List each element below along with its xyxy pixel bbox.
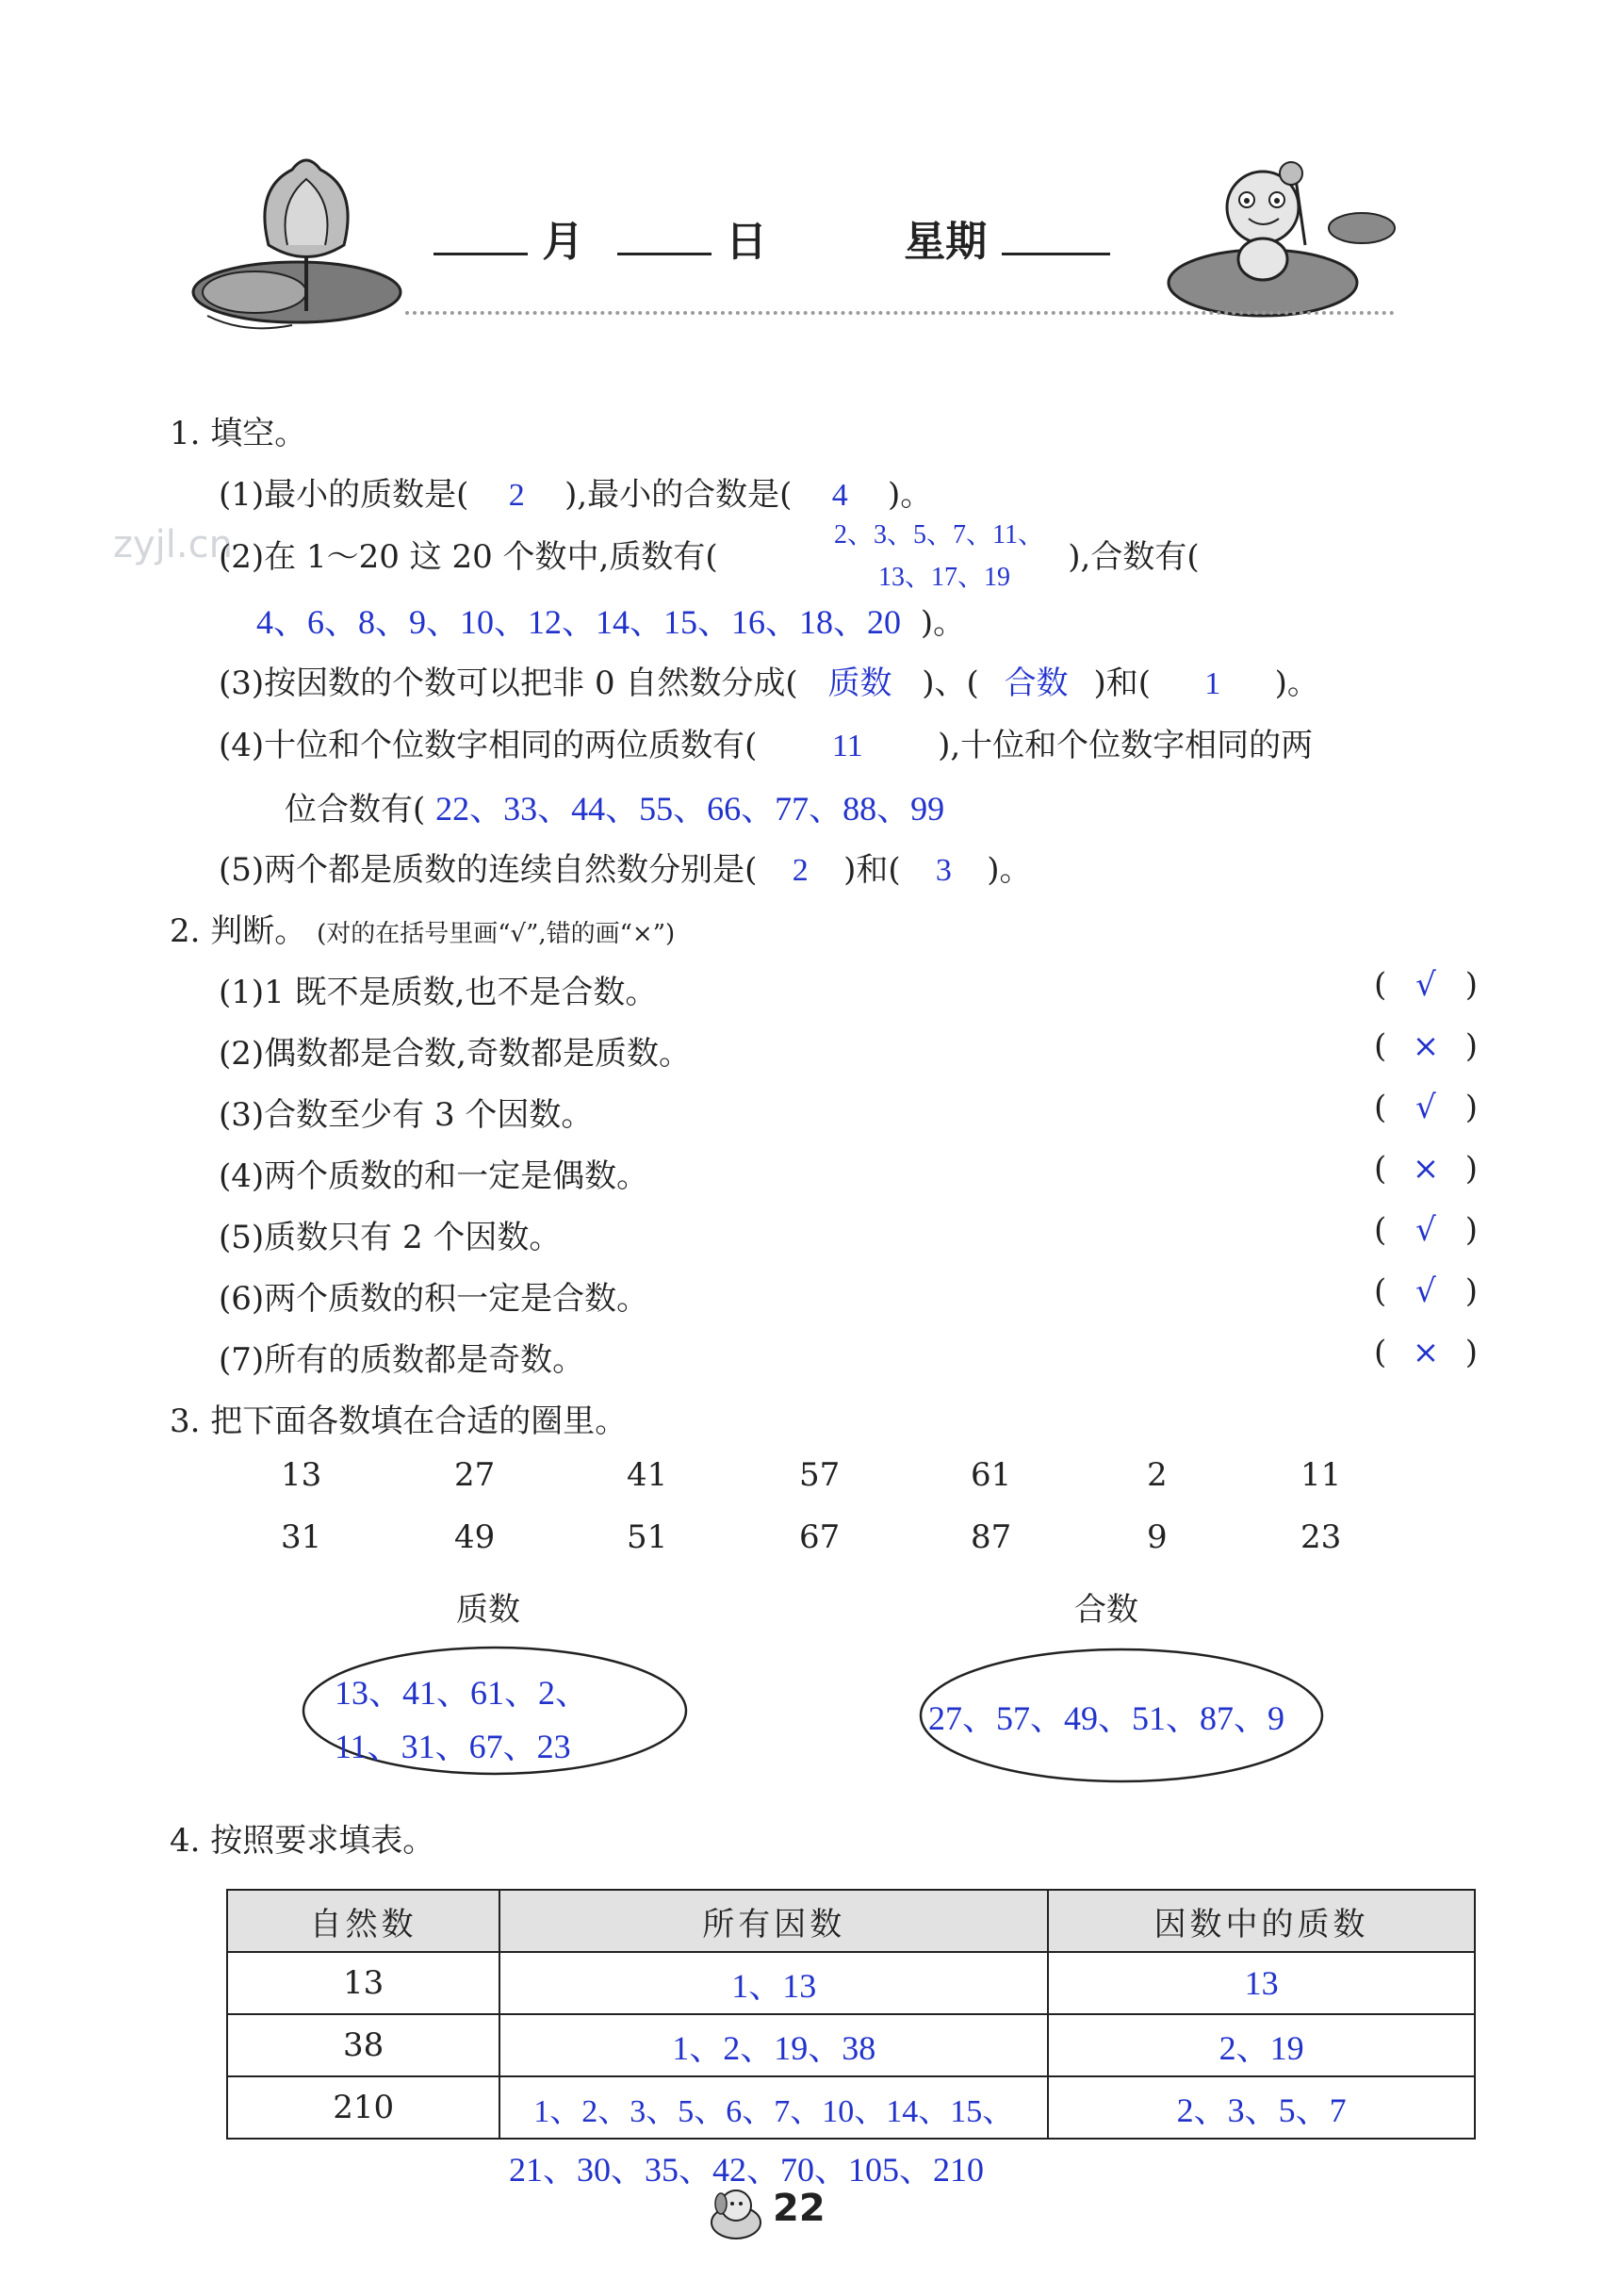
month-label: 月 (542, 218, 584, 266)
prime-circle-label: 质数 (456, 1591, 520, 1629)
cell-number: 210 (227, 2076, 499, 2139)
q1-l2-composites[interactable]: 4、6、8、9、10、12、14、15、16、18、20 (256, 603, 901, 641)
cell-primes[interactable]: 2、3、5、7 (1048, 2076, 1475, 2139)
q1-title: 1. 填空。 (170, 415, 307, 452)
q1-l5-answer2[interactable]: 3 (935, 853, 952, 888)
cell-number: 13 (227, 1952, 499, 2014)
paren-open: ( (1374, 966, 1387, 1004)
q1-l1-answer1[interactable]: 2 (508, 478, 525, 513)
cell-primes[interactable]: 13 (1048, 1952, 1475, 2014)
q1-l4-text-a: (4)十位和个位数字相同的两位质数有( (219, 727, 758, 764)
number-cell: 27 (454, 1456, 496, 1494)
weekday-blank[interactable] (1002, 253, 1110, 255)
number-cell: 87 (971, 1518, 1012, 1556)
cell-factors[interactable]: 1、2、19、38 (499, 2014, 1048, 2076)
q1-l3-text-b: )、( (922, 664, 979, 702)
paren-open: ( (1374, 1089, 1387, 1126)
weekday-label: 星期 (904, 218, 988, 266)
month-blank[interactable] (433, 253, 528, 255)
q1-line2 (219, 531, 1200, 577)
q1-l4b-text-a: 位合数有( (285, 791, 426, 828)
q1-l3-text-a: (3)按因数的个数可以把非 0 自然数分成( (219, 664, 798, 702)
composite-circle-label: 合数 (1074, 1591, 1138, 1629)
q1-line3 (219, 657, 1319, 703)
q2-item-text: (7)所有的质数都是奇数。 (219, 1341, 585, 1379)
q1-l5-answer1[interactable]: 2 (792, 853, 809, 888)
prime-answer-line1: 13、41、61、2、 (335, 1674, 590, 1712)
q2-item-mark: × (1412, 1150, 1440, 1188)
table-row (227, 1952, 1475, 2014)
q2-item-text: (1)1 既不是质数,也不是合数。 (219, 974, 658, 1011)
q4-title: 4. 按照要求填表。 (170, 1822, 435, 1860)
q1-l2b-close: )。 (920, 604, 966, 642)
paren-open: ( (1374, 1272, 1387, 1310)
q1-l3-text-d: )。 (1274, 664, 1319, 702)
paren-close: ) (1464, 1211, 1478, 1249)
header-prime-factors: 因数中的质数 (1048, 1890, 1475, 1952)
paren-close: ) (1464, 1334, 1478, 1371)
q1-l4b-answer[interactable]: 22、33、44、55、66、77、88、99 (435, 790, 945, 828)
q1-line5 (219, 844, 1031, 890)
paren-close: ) (1464, 1272, 1478, 1310)
page-number: 22 (773, 2187, 826, 2230)
q1-l2-primes-line1[interactable]: 2、3、5、7、11、 (834, 520, 1044, 549)
paren-open: ( (1374, 1334, 1387, 1371)
watermark: zyjl.cn (113, 523, 233, 566)
header-dotted-line (405, 311, 1395, 315)
q2-item-text: (6)两个质数的积一定是合数。 (219, 1280, 649, 1318)
q1-line2b (256, 596, 965, 644)
number-cell: 49 (454, 1518, 496, 1556)
puppy-icon (705, 2185, 767, 2241)
q1-line4 (219, 719, 1313, 765)
q1-l3-answer3[interactable]: 1 (1204, 666, 1221, 701)
composite-answer: 27、57、49、51、87、9 (928, 1699, 1285, 1737)
number-cell: 11 (1300, 1456, 1342, 1494)
q2-item-mark: × (1412, 1027, 1440, 1065)
day-label: 日 (725, 218, 767, 266)
paren-open: ( (1374, 1027, 1387, 1065)
number-cell: 9 (1147, 1518, 1168, 1556)
q2-item-text: (3)合数至少有 3 个因数。 (219, 1096, 594, 1134)
number-cell: 41 (627, 1456, 668, 1494)
cell-primes[interactable]: 2、19 (1048, 2014, 1475, 2076)
header-all-factors: 所有因数 (499, 1890, 1048, 1952)
number-cell: 61 (971, 1456, 1012, 1494)
header-natural-number: 自然数 (227, 1890, 499, 1952)
number-cell: 57 (799, 1456, 841, 1494)
prime-answer-line2: 11、31、67、23 (335, 1728, 571, 1765)
q1-l1-text-a: (1)最小的质数是( (219, 476, 469, 514)
q1-l2-primes-line2[interactable]: 13、17、19 (878, 563, 1011, 592)
paren-close: ) (1464, 966, 1478, 1004)
cell-factors[interactable]: 1、13 (499, 1952, 1048, 2014)
q2-item-mark: × (1412, 1334, 1440, 1371)
table-row (227, 2076, 1475, 2139)
q1-l1-text-b: ),最小的合数是( (564, 476, 793, 514)
date-header (433, 207, 1110, 268)
number-cell: 13 (281, 1456, 322, 1494)
q1-line4b (285, 782, 944, 830)
q1-l5-text-a: (5)两个都是质数的连续自然数分别是( (219, 851, 758, 889)
paren-close: ) (1464, 1027, 1478, 1065)
q2-item-mark: √ (1415, 966, 1436, 1004)
q3-title: 3. 把下面各数填在合适的圈里。 (170, 1402, 628, 1440)
q1-line1 (219, 468, 932, 515)
day-blank[interactable] (617, 253, 712, 255)
q1-l4-answer[interactable]: 11 (831, 729, 863, 763)
q2-item-text: (5)质数只有 2 个因数。 (219, 1219, 562, 1256)
number-cell: 51 (627, 1518, 668, 1556)
q2-item-mark: √ (1415, 1211, 1436, 1249)
q1-l3-answer1[interactable]: 质数 (827, 666, 892, 701)
q2-item-text: (4)两个质数的和一定是偶数。 (219, 1157, 649, 1195)
paren-close: ) (1464, 1089, 1478, 1126)
cell-factors[interactable]: 1、2、3、5、6、7、10、14、15、 (499, 2076, 1048, 2139)
q1-l5-text-b: )和( (843, 851, 901, 889)
lotus-decoration (188, 151, 415, 339)
q1-l1-answer2[interactable]: 4 (831, 478, 848, 513)
q2-title (170, 905, 675, 951)
factors-overflow-line: 21、30、35、42、70、105、210 (509, 2151, 984, 2189)
q1-l4-text-b: ),十位和个位数字相同的两 (938, 727, 1314, 764)
number-cell: 67 (799, 1518, 841, 1556)
paren-close: ) (1464, 1150, 1478, 1188)
cell-number: 38 (227, 2014, 499, 2076)
q2-item-mark: √ (1415, 1272, 1436, 1310)
paren-open: ( (1374, 1150, 1387, 1188)
table-header-row (227, 1890, 1475, 1952)
q2-item-mark: √ (1415, 1089, 1436, 1126)
q1-l2-text-b: ),合数有( (1068, 538, 1200, 576)
factor-table (226, 1889, 1476, 2140)
number-cell: 2 (1147, 1456, 1168, 1494)
q2-item-text: (2)偶数都是合数,奇数都是质数。 (219, 1035, 691, 1073)
table-row (227, 2014, 1475, 2076)
q2-note: (对的在括号里画“√”,错的画“×”) (317, 920, 676, 948)
q1-l3-text-c: )和( (1093, 664, 1151, 702)
q2-title-text: 2. 判断。 (170, 912, 307, 950)
q1-l5-text-c: )。 (987, 851, 1032, 889)
paren-open: ( (1374, 1211, 1387, 1249)
q1-l3-answer2[interactable]: 合数 (1004, 666, 1069, 701)
number-cell: 23 (1300, 1518, 1342, 1556)
number-cell: 31 (281, 1518, 322, 1556)
q1-l2-text-a: (2)在 1～20 这 20 个数中,质数有( (219, 538, 718, 576)
q1-l1-text-c: )。 (888, 476, 933, 514)
